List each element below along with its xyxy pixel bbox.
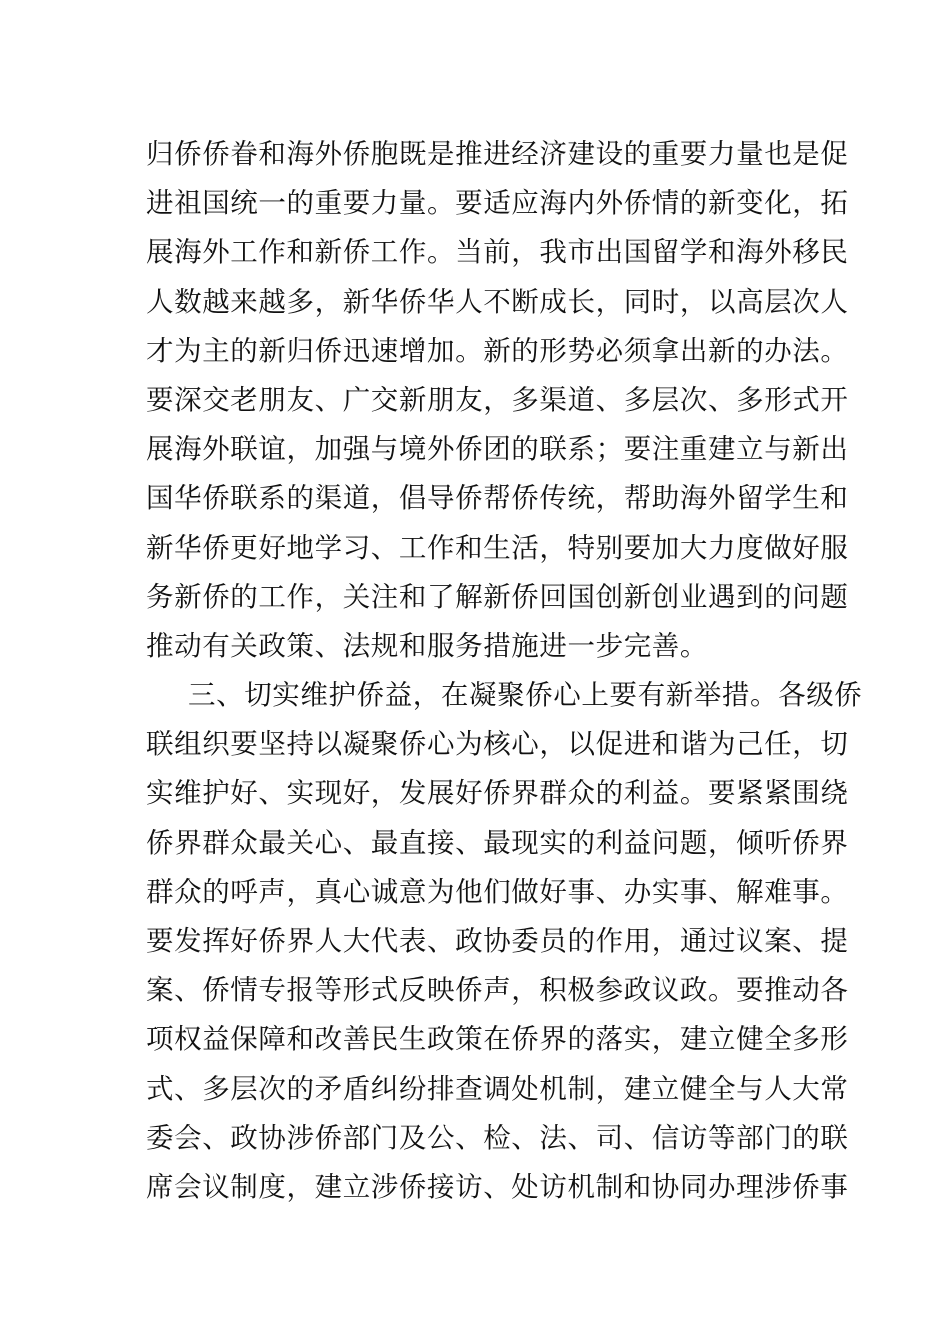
text-line: 国华侨联系的渠道，倡导侨帮侨传统，帮助海外留学生和 <box>146 482 849 515</box>
text-line: 人数越来越多，新华侨华人不断成长，同时，以高层次人 <box>146 285 849 318</box>
text-line: 侨界群众最关心、最直接、最现实的利益问题，倾听侨界 <box>146 826 849 859</box>
text-line: 式、多层次的矛盾纠纷排查调处机制，建立健全与人大常 <box>146 1072 849 1105</box>
text-line: 进祖国统一的重要力量。要适应海内外侨情的新变化，拓 <box>146 187 849 220</box>
text-line: 群众的呼声，真心诚意为他们做好事、办实事、解难事。 <box>146 875 849 908</box>
text-line: 席会议制度，建立涉侨接访、处访机制和协同办理涉侨事 <box>146 1170 849 1203</box>
text-line: 推动有关政策、法规和服务措施进一步完善。 <box>146 629 708 662</box>
text-line: 展海外工作和新侨工作。当前，我市出国留学和海外移民 <box>146 236 849 269</box>
document-body <box>146 130 863 1212</box>
text-line: 归侨侨眷和海外侨胞既是推进经济建设的重要力量也是促 <box>146 138 849 170</box>
text-line: 案、侨情专报等形式反映侨声，积极参政议政。要推动各 <box>146 974 849 1007</box>
text-line: 联组织要坚持以凝聚侨心为核心，以促进和谐为己任，切 <box>146 728 849 761</box>
text-line: 实维护好、实现好，发展好侨界群众的利益。要紧紧围绕 <box>146 777 849 810</box>
text-line: 新华侨更好地学习、工作和生活，特别要加大力度做好服 <box>146 531 849 564</box>
text-line: 项权益保障和改善民生政策在侨界的落实，建立健全多形 <box>146 1023 849 1056</box>
text-line: 委会、政协涉侨部门及公、检、法、司、信访等部门的联 <box>146 1121 849 1154</box>
text-line: 才为主的新归侨迅速增加。新的形势必须拿出新的办法。 <box>146 334 849 367</box>
text-line: 务新侨的工作，关注和了解新侨回国创新创业遇到的问题 <box>146 580 849 613</box>
paragraph-first-line: 三、切实维护侨益，在凝聚侨心上要有新举措。各级侨 <box>188 679 863 712</box>
text-line: 要深交老朋友、广交新朋友，多渠道、多层次、多形式开 <box>146 383 849 416</box>
text-line: 要发挥好侨界人大代表、政协委员的作用，通过议案、提 <box>146 925 849 957</box>
text-line: 展海外联谊，加强与境外侨团的联系；要注重建立与新出 <box>146 433 849 466</box>
